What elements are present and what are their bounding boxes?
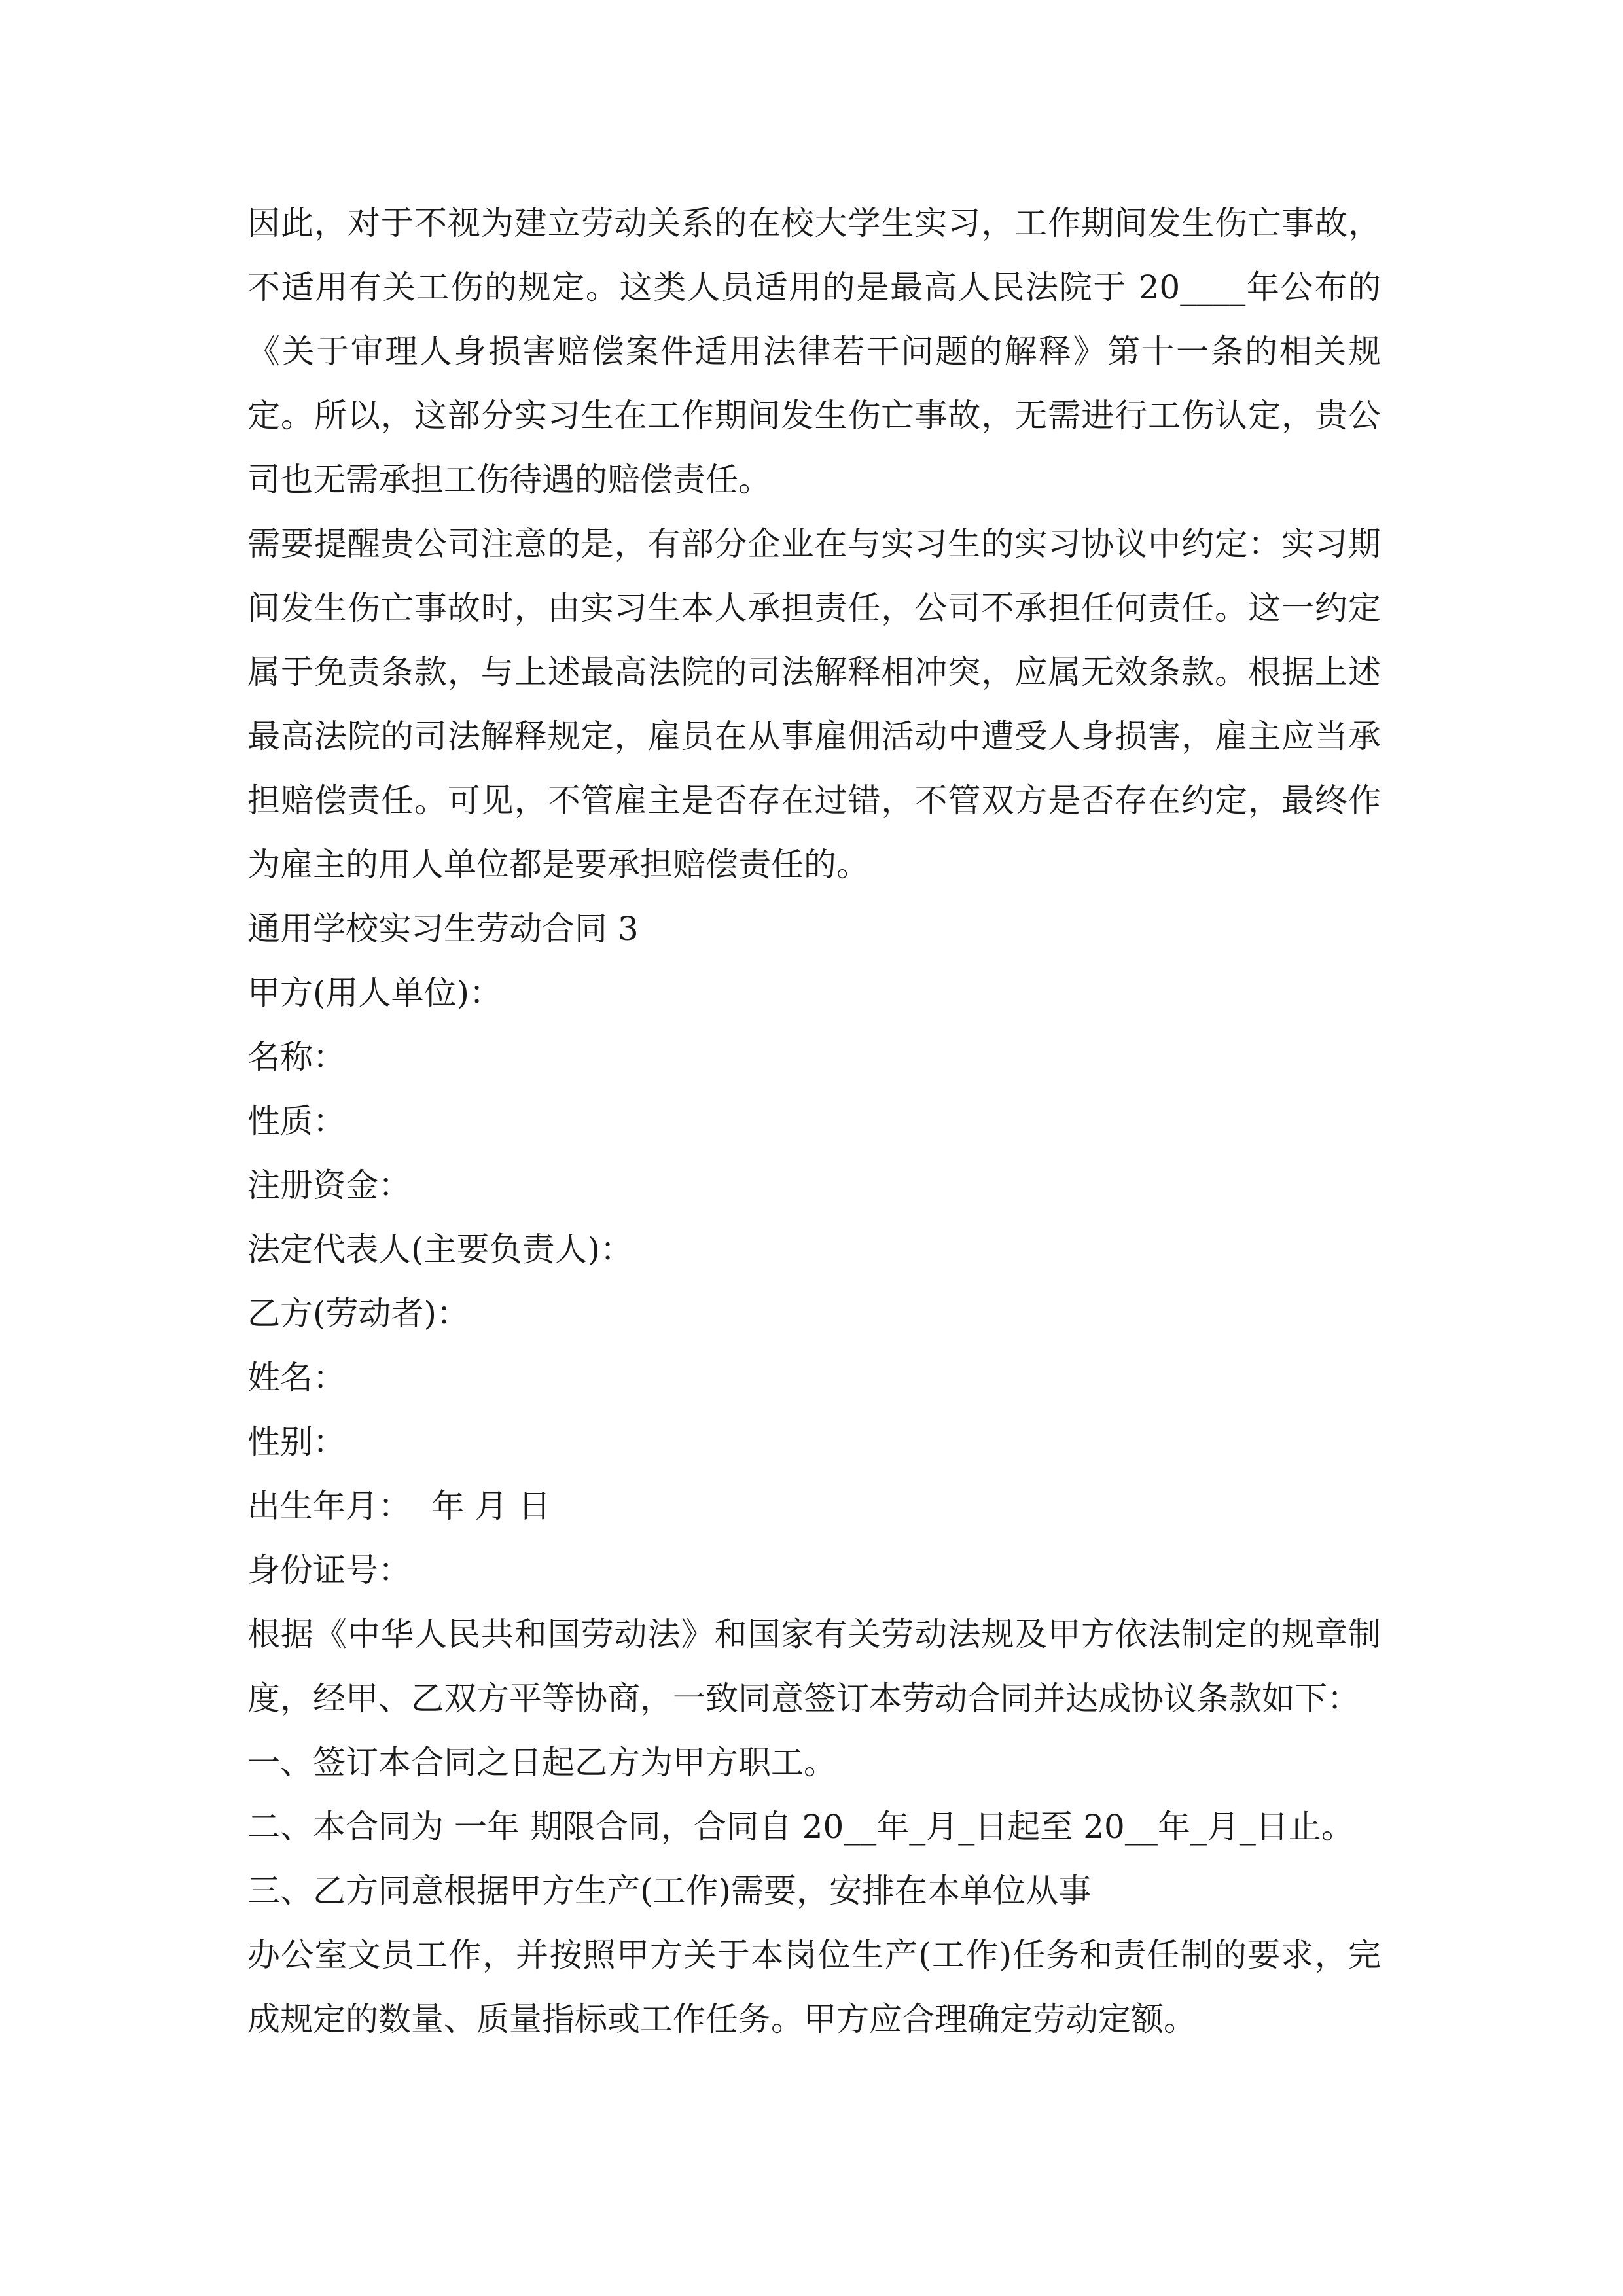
field-id-number: 身份证号： — [247, 1551, 411, 1589]
clause-three: 三、乙方同意根据甲方生产(工作)需要，安排在本单位从事 — [247, 1872, 1092, 1910]
field-name: 名称： — [247, 1038, 346, 1076]
field-nature: 性质： — [247, 1102, 346, 1140]
field-registered-capital: 注册资金： — [247, 1166, 411, 1204]
paragraph-legal-basis: 根据《中华人民共和国劳动法》和国家有关劳动法规及甲方依法制定的规章制度，经甲、乙双方平等协商，一致同意签订本劳动合同并达成协议条款如下： — [247, 1615, 1381, 1717]
clause-one: 一、签订本合同之日起乙方为甲方职工。 — [247, 1744, 836, 1782]
party-a-heading: 甲方(用人单位)： — [247, 974, 503, 1012]
paragraph-exemption-clause: 需要提醒贵公司注意的是，有部分企业在与实习生的实习协议中约定：实习期间发生伤亡事故时，由实习生本人承担责任，公司不承担任何责任。这一约定属于免责条款，与上述最高法院的司法解释相冲突，应属无效条款。根据上述最高法院的司法解释规定，雇员在从事雇佣活动中遭受人身损害，雇主应当承担赔偿责任。可见，不管雇主是否存在过错，不管双方是否存在约定，最终作为雇主的用人单位都是要承担赔偿责任的。 — [247, 525, 1381, 884]
party-b-heading: 乙方(劳动者)： — [247, 1295, 470, 1333]
paragraph-no-work-injury: 因此，对于不视为建立劳动关系的在校大学生实习，工作期间发生伤亡事故，不适用有关工伤的规定。这类人员适用的是最高人民法院于 20____年公布的《关于审理人身损害赔偿案件适用法律若干问题的解释》第十一条的相关规定。所以，这部分实习生在工作期间发生伤亡事故，无需进行工伤认定，贵公司也无需承担工伤待遇的赔偿责任。 — [247, 204, 1381, 499]
contract-title: 通用学校实习生劳动合同 3 — [247, 910, 639, 948]
clause-three-continued: 办公室文员工作，并按照甲方关于本岗位生产(工作)任务和责任制的要求，完成规定的数量、质量指标或工作任务。甲方应合理确定劳动定额。 — [247, 1936, 1381, 2038]
field-birth-date: 出生年月： 年 月 日 — [247, 1487, 551, 1525]
document-body — [247, 191, 1381, 2051]
clause-two: 二、本合同为 一年 期限合同，合同自 20__年_月_日起至 20__年_月_日止。 — [247, 1808, 1354, 1846]
field-gender: 性别： — [247, 1423, 346, 1461]
field-full-name: 姓名： — [247, 1359, 346, 1397]
field-legal-representative: 法定代表人(主要负责人)： — [247, 1230, 633, 1268]
